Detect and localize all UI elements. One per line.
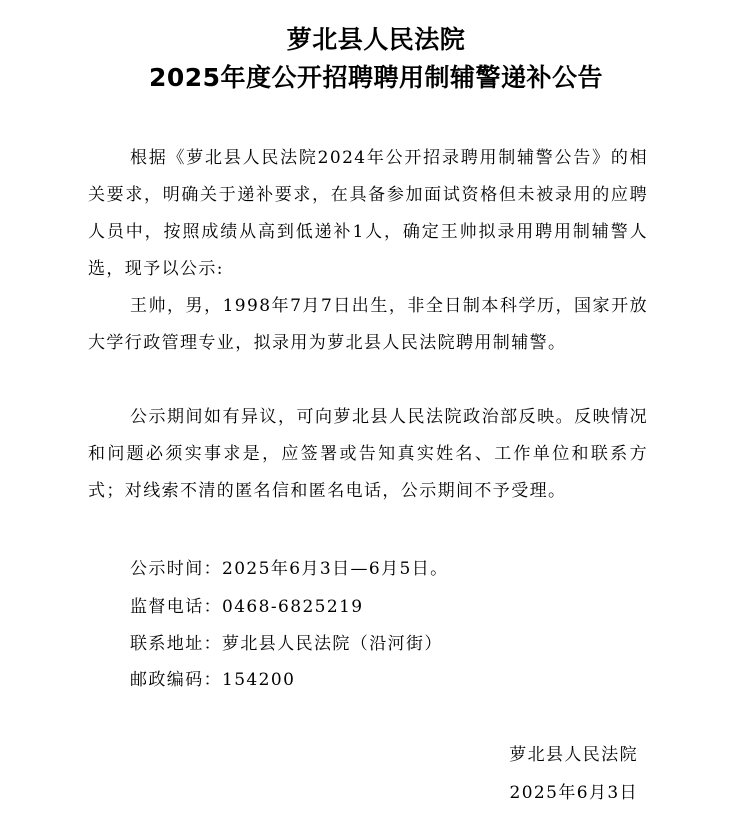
signature-organization: 萝北县人民法院	[509, 745, 638, 765]
signature-date: 2025年6月3日	[509, 783, 638, 803]
supervision-phone: 监督电话：0468-6825219	[130, 597, 364, 617]
paragraph-objection: 公示期间如有异议，可向萝北县人民法院政治部反映。反映情况和问题必须实事求是，应签署或告知真实姓名、工作单位和联系方式；对线索不清的匿名信和匿名电话，公示期间不予受理。	[88, 407, 648, 501]
document-title-line-2: 2025年度公开招聘聘用制辅警递补公告	[148, 63, 604, 92]
postal-code: 邮政编码：154200	[130, 670, 296, 690]
publicity-period: 公示时间：2025年6月3日—6月5日。	[130, 559, 449, 579]
paragraph-candidate: 王帅，男，1998年7月7日出生，非全日制本科学历，国家开放大学行政管理专业，拟录用为萝北县人民法院聘用制辅警。	[88, 296, 648, 353]
paragraph-basis: 根据《萝北县人民法院2024年公开招录聘用制辅警公告》的相关要求，明确关于递补要求，在具备参加面试资格但未被录用的应聘人员中，按照成绩从高到低递补1人，确定王帅拟录用聘用制辅警人选，现予以公示:	[88, 148, 648, 279]
document-title-line-1: 萝北县人民法院	[286, 25, 466, 54]
contact-address: 联系地址：萝北县人民法院（沿河街）	[130, 634, 443, 654]
